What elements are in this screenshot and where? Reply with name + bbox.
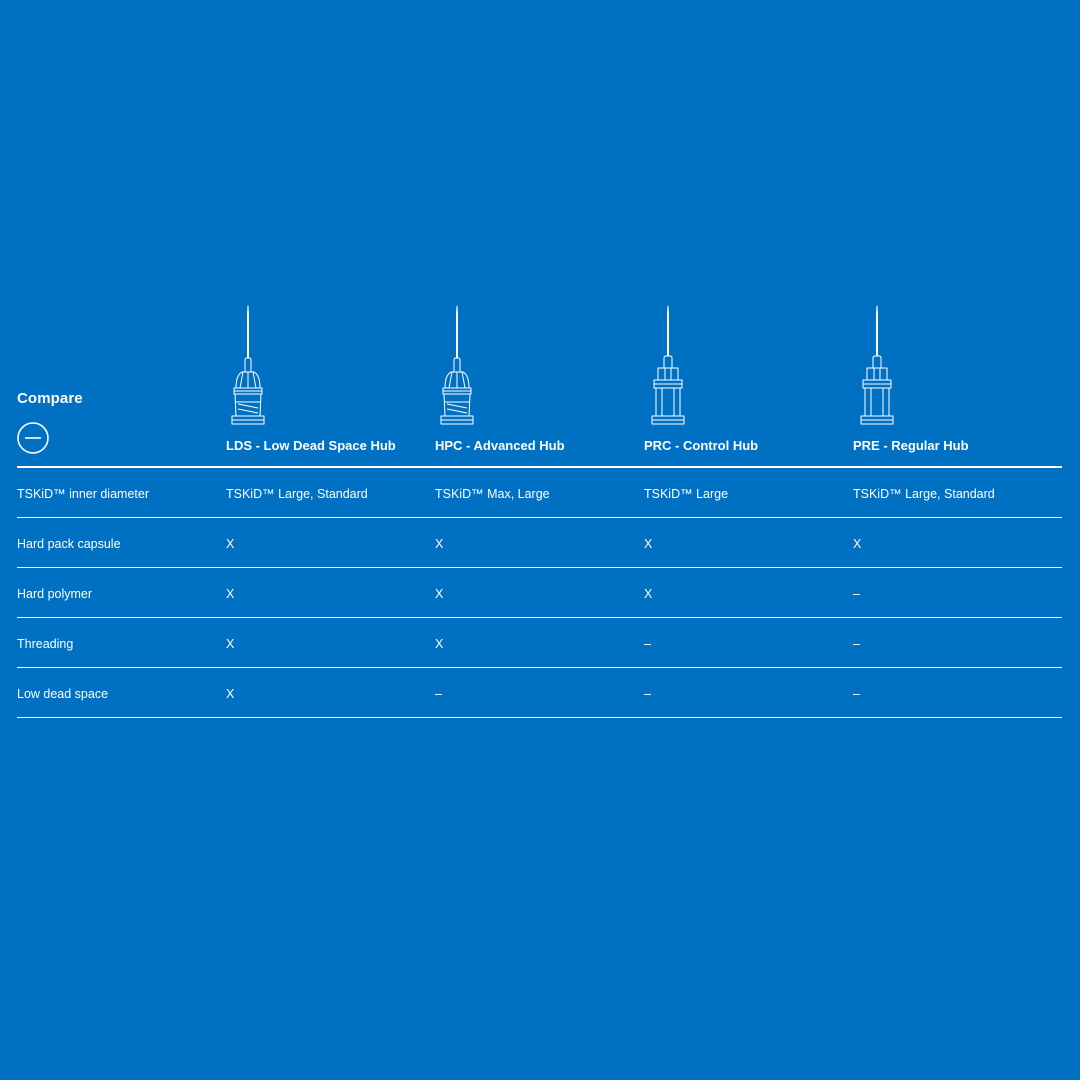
- cell-prc: X: [644, 587, 653, 601]
- comparison-table: [17, 466, 1062, 718]
- needle-hub-lds-icon: [226, 300, 270, 430]
- compare-title: Compare: [17, 390, 83, 407]
- cell-hpc: X: [435, 637, 444, 651]
- table-row-hard-polymer: [17, 568, 1062, 618]
- table-row-low-dead-space: [17, 668, 1062, 718]
- row-label: Low dead space: [17, 687, 109, 701]
- row-label: TSKiD™ inner diameter: [17, 487, 149, 501]
- cell-pre: TSKiD™ Large, Standard: [853, 487, 995, 501]
- needle-hub-pre-icon: [855, 300, 899, 430]
- cell-pre: –: [853, 637, 860, 651]
- cell-pre: –: [853, 587, 860, 601]
- product-column-lds: [226, 300, 426, 453]
- cell-hpc: X: [435, 587, 444, 601]
- cell-hpc: X: [435, 537, 444, 551]
- compare-section: [17, 389, 83, 454]
- product-column-prc: [644, 300, 846, 453]
- needle-hub-hpc-icon: [435, 300, 479, 430]
- product-name-lds: LDS - Low Dead Space Hub: [226, 438, 396, 453]
- product-column-pre: [853, 300, 1055, 453]
- table-row-hard-pack-capsule: [17, 518, 1062, 568]
- cell-lds: X: [226, 537, 235, 551]
- product-name-pre: PRE - Regular Hub: [853, 438, 969, 453]
- table-row-inner-diameter: [17, 468, 1062, 518]
- needle-hub-prc-icon: [646, 300, 690, 430]
- row-label: Hard polymer: [17, 587, 93, 601]
- cell-lds: X: [226, 587, 235, 601]
- cell-lds: X: [226, 687, 235, 701]
- cell-lds: TSKiD™ Large, Standard: [226, 487, 368, 501]
- cell-lds: X: [226, 637, 235, 651]
- product-name-hpc: HPC - Advanced Hub: [435, 438, 565, 453]
- product-name-prc: PRC - Control Hub: [644, 438, 759, 453]
- row-label: Threading: [17, 637, 74, 651]
- cell-prc: X: [644, 537, 653, 551]
- product-column-hpc: [435, 300, 635, 453]
- table-row-threading: [17, 618, 1062, 668]
- cell-prc: –: [644, 687, 651, 701]
- cell-hpc: –: [435, 687, 442, 701]
- cell-hpc: TSKiD™ Max, Large: [435, 487, 550, 501]
- row-label: Hard pack capsule: [17, 537, 121, 551]
- cell-pre: –: [853, 687, 860, 701]
- collapse-minus-icon[interactable]: [17, 422, 49, 454]
- cell-pre: X: [853, 537, 862, 551]
- cell-prc: TSKiD™ Large: [644, 487, 729, 501]
- cell-prc: –: [644, 637, 651, 651]
